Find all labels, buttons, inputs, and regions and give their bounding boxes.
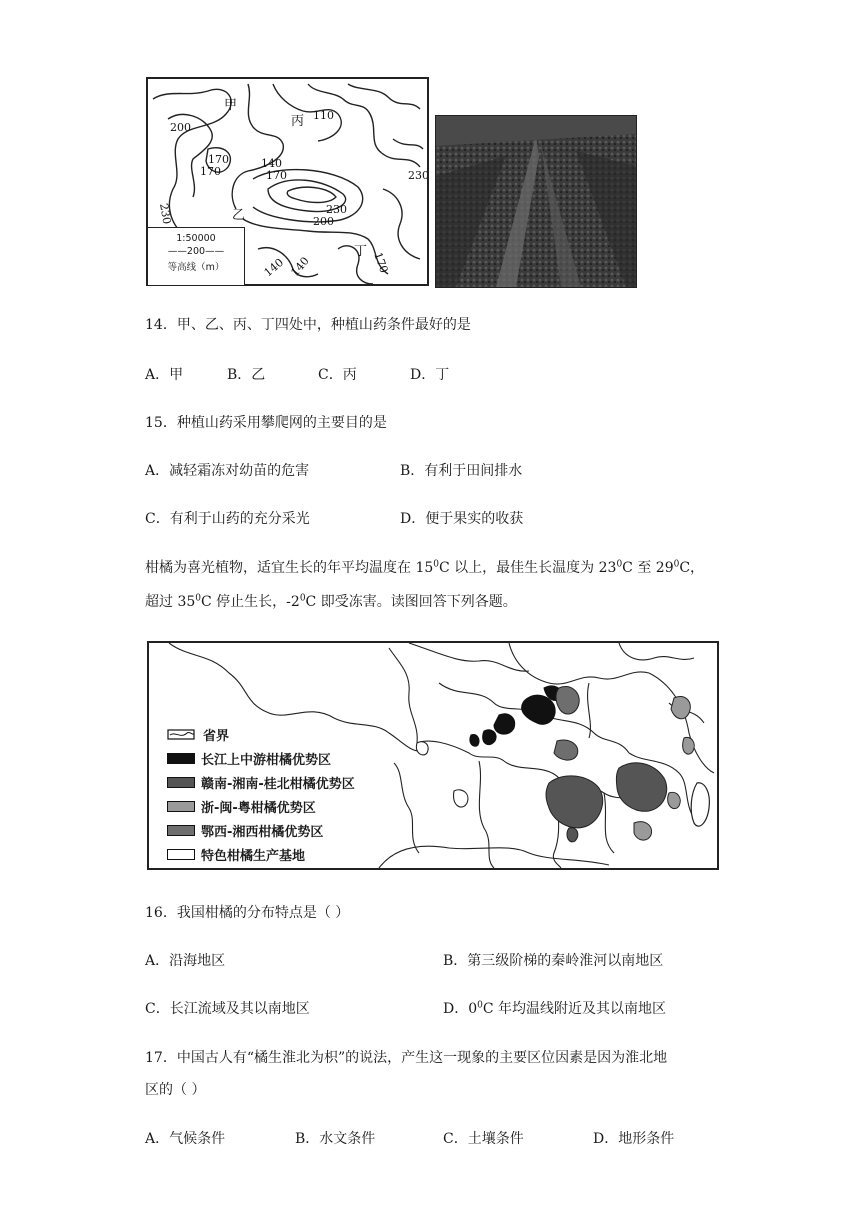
legend-special-base: 特色柑橘生产基地 — [167, 845, 305, 864]
q15-stem: 15．种植山药采用攀爬网的主要目的是 — [145, 415, 387, 431]
contour-label: 110 — [313, 109, 334, 122]
contour-legend-label: 等高线（m） — [167, 262, 225, 273]
contour-label: 140 — [261, 157, 282, 170]
legend-yangtze-region: 长江上中游柑橘优势区 — [167, 749, 331, 768]
contour-label: 140 — [288, 254, 312, 279]
q14-option-c[interactable]: C．丙 — [318, 367, 357, 383]
label-jia: 甲 — [224, 98, 238, 113]
medium-grey-swatch-icon — [167, 825, 195, 836]
label-bing: 丙 — [291, 114, 305, 129]
q17-stem-line-1: 17．中国古人有“橘生淮北为枳”的说法，产生这一现象的主要区位因素是因为淮北地 — [145, 1050, 668, 1066]
q17-option-d[interactable]: D．地形条件 — [593, 1131, 675, 1147]
citrus-map — [147, 641, 719, 870]
q16-option-c[interactable]: C．长江流域及其以南地区 — [145, 1001, 310, 1017]
q15-option-b[interactable]: B．有利于田间排水 — [400, 463, 523, 479]
contour-legend: ——200—— — [167, 246, 225, 257]
q14-option-b[interactable]: B．乙 — [227, 367, 266, 383]
dark-grey-swatch-icon — [167, 777, 195, 788]
province-border-icon — [167, 729, 197, 741]
q15-option-d[interactable]: D．便于果实的收获 — [400, 511, 524, 527]
intro-line-2: 超过 $35^0C$ 停止生长，$-2^0C$ 即受冻害。读图回答下列各题。 — [145, 593, 517, 610]
q17-stem-line-2: 区的（ ） — [145, 1082, 206, 1098]
q15-option-a[interactable]: A．减轻霜冻对幼苗的危害 — [145, 463, 310, 479]
q16-stem: 16．我国柑橘的分布特点是（ ） — [145, 905, 350, 921]
contour-map — [146, 77, 429, 286]
q16-option-d[interactable]: D．$0^0C$ 年均温线附近及其以南地区 — [443, 1000, 667, 1017]
white-swatch-icon — [167, 849, 195, 860]
contour-label: 170 — [266, 169, 287, 182]
contour-label: 230 — [408, 169, 427, 182]
q17-option-b[interactable]: B．水文条件 — [295, 1131, 376, 1147]
black-swatch-icon — [167, 753, 195, 764]
contour-label: 200 — [170, 121, 191, 134]
legend-province-border: 省界 — [167, 725, 229, 744]
q16-option-a[interactable]: A．沿海地区 — [145, 953, 226, 969]
yam-field-photo — [435, 115, 637, 288]
contour-label: 230 — [326, 203, 347, 216]
q16-option-b[interactable]: B．第三级阶梯的秦岭淮河以南地区 — [443, 953, 664, 969]
contour-label: 170 — [371, 250, 391, 275]
scale-text: 1:50000 — [176, 233, 216, 244]
q14-option-a[interactable]: A．甲 — [145, 367, 184, 383]
legend-exi-xiangxi-region: 鄂西-湘西柑橘优势区 — [167, 821, 323, 840]
contour-label: 170 — [208, 153, 229, 166]
contour-label: 140 — [261, 255, 287, 280]
contour-label: 170 — [200, 165, 221, 178]
contour-label: 230 — [157, 202, 174, 226]
light-grey-swatch-icon — [167, 801, 195, 812]
q14-option-d[interactable]: D．丁 — [410, 367, 450, 383]
legend-zhe-min-yue-region: 浙-闽-粤柑橘优势区 — [167, 797, 316, 816]
q17-option-c[interactable]: C．土壤条件 — [443, 1131, 524, 1147]
q15-option-c[interactable]: C．有利于山药的充分采光 — [145, 511, 310, 527]
label-ding: 丁 — [354, 244, 368, 259]
label-yi: 乙 — [232, 208, 246, 223]
intro-line-1: 柑橘为喜光植物，适宜生长的年平均温度在 $15^0C$ 以上，最佳生长温度为 $23^0C$ 至 $29^0C$， — [145, 559, 705, 576]
map-legend — [148, 227, 245, 285]
q14-stem: 14．甲、乙、丙、丁四处中，种植山药条件最好的是 — [145, 317, 471, 333]
q17-option-a[interactable]: A．气候条件 — [145, 1131, 226, 1147]
legend-gannan-region: 赣南-湘南-桂北柑橘优势区 — [167, 773, 355, 792]
contour-label: 200 — [313, 215, 334, 228]
